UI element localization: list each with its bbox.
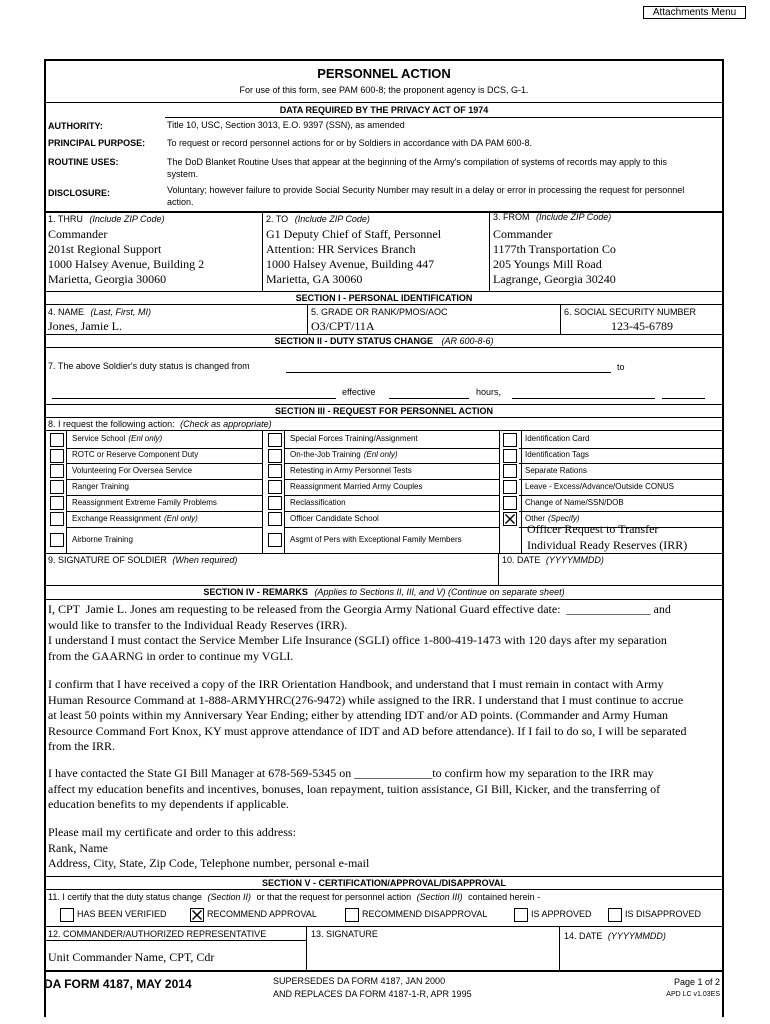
action-label-text: Identification Card (525, 434, 590, 443)
purpose-text: To request or record personnel actions for or by Soldiers in accordance with DA PAM 600-8. (167, 138, 533, 148)
status-to-blank[interactable] (52, 398, 336, 399)
disclosure-text: Voluntary; however failure to provide Social Security Number may result in a delay or error in processing the request for personnel action. (167, 185, 685, 207)
routine-label: ROUTINE USES: (48, 157, 119, 167)
action-label-text: Identification Tags (525, 450, 589, 459)
attachments-menu-label: Attachments Menu (652, 7, 737, 18)
line11-e: contained herein - (468, 892, 541, 902)
date10-field[interactable] (502, 566, 720, 584)
action-label-hint: (Enl only) (128, 434, 163, 443)
date10-hint: (YYYYMMDD) (545, 555, 604, 565)
date14-hint: (YYYYMMDD) (607, 931, 666, 941)
action-label-hint: (Specify) (548, 514, 580, 523)
action-label-text: Airborne Training (72, 535, 133, 544)
from-line: Lagrange, Georgia 30240 (493, 272, 616, 286)
rule (44, 404, 724, 405)
version-tag: APD LC v1.03ES (666, 991, 720, 998)
thru-label: 1. THRU (48, 214, 83, 224)
effective-word: effective (342, 387, 376, 397)
rule (44, 211, 724, 213)
action-label (290, 535, 495, 544)
rule (44, 304, 724, 305)
action-label-text: Reclassification (290, 498, 346, 507)
hours-blank-a[interactable] (512, 398, 655, 399)
from-line: 1177th Transportation Co (493, 242, 616, 256)
from-label: 3. FROM (493, 212, 530, 222)
line11-c: or that the request for personnel action (256, 892, 412, 902)
from-address (493, 227, 616, 287)
rule (44, 599, 724, 600)
option-label: IS DISAPPROVED (625, 909, 702, 919)
checkbox-identification-card[interactable] (503, 433, 517, 447)
action-label-text: ROTC or Reserve Component Duty (72, 450, 199, 459)
rule (499, 430, 500, 553)
section4-heading: SECTION IV - REMARKS (203, 587, 308, 597)
form-title: PERSONNEL ACTION (317, 66, 451, 81)
commander-field[interactable]: Unit Commander Name, CPT, Cdr (48, 950, 215, 964)
rule (284, 463, 499, 464)
rule (66, 495, 262, 496)
checkbox-is-approved[interactable] (514, 908, 528, 922)
action-label-text: Asgmt of Pers with Exceptional Family Members (290, 535, 462, 544)
date10-label: 10. DATE (502, 555, 541, 565)
action-label-text: Special Forces Training/Assignment (290, 434, 418, 443)
rule (66, 511, 262, 512)
name-label: 4. NAME (48, 307, 85, 317)
checkbox-other[interactable] (503, 512, 517, 526)
thru-label-row (48, 214, 165, 224)
soldier-sig-hint: (When required) (172, 555, 238, 565)
to-address (266, 227, 441, 287)
rule (519, 495, 724, 496)
rule (44, 334, 724, 335)
date14-field[interactable] (564, 944, 720, 968)
action-label (525, 498, 720, 507)
authority-label: AUTHORITY: (48, 121, 103, 131)
rule (44, 417, 724, 418)
to-line: Attention: HR Services Branch (266, 242, 416, 256)
form-id: DA FORM 4187, MAY 2014 (44, 977, 192, 991)
section1-heading: SECTION I - PERSONAL IDENTIFICATION (295, 293, 473, 303)
status-from-blank[interactable] (286, 372, 611, 373)
line11-b: (Section II) (207, 892, 251, 902)
privacy-heading: DATA REQUIRED BY THE PRIVACY ACT OF 1974 (279, 105, 489, 115)
ssn-label: 6. SOCIAL SECURITY NUMBER (564, 307, 697, 317)
section2-heading-row (44, 336, 724, 346)
grade-label: 5. GRADE OR RANK/PMOS/AOC (311, 307, 448, 317)
rule (559, 926, 560, 970)
section2-heading: SECTION II - DUTY STATUS CHANGE (274, 336, 433, 346)
section4-hint: (Applies to Sections II, III, and V) (Continue on separate sheet) (314, 587, 565, 597)
other-specify-line[interactable]: Individual Ready Reserves (IRR) (527, 538, 688, 552)
soldier-sig-row (48, 555, 237, 565)
checkbox-exchange-reassignment[interactable] (50, 512, 64, 526)
checkbox-change-of-name-ssn-dob[interactable] (503, 496, 517, 510)
from-line: 205 Youngs Mill Road (493, 257, 602, 271)
checkbox-reassignment-married-army-couples[interactable] (268, 480, 282, 494)
rule (519, 479, 724, 480)
action-label-text: Other (525, 514, 546, 523)
checkbox-retesting-in-army-personnel-tests[interactable] (268, 464, 282, 478)
action-label-text: Retesting in Army Personnel Tests (290, 466, 412, 475)
action-label-text: Reassignment Extreme Family Problems (72, 498, 217, 507)
checkbox-recommend-disapproval[interactable] (345, 908, 359, 922)
effective-blank[interactable] (389, 398, 469, 399)
action-label (525, 434, 720, 443)
rule (306, 926, 307, 970)
action-label-text: On-the-Job Training (290, 450, 361, 459)
checkbox-service-school[interactable] (50, 433, 64, 447)
action-label-text: Ranger Training (72, 482, 129, 491)
supersedes-line-2: AND REPLACES DA FORM 4187-1-R, APR 1995 (273, 989, 472, 999)
rule (44, 889, 724, 890)
thru-line: Marietta, Georgia 30060 (48, 272, 167, 286)
soldier-signature-field[interactable] (48, 566, 494, 584)
thru-address (48, 227, 204, 287)
action-label (72, 535, 262, 544)
section3-heading: SECTION III - REQUEST FOR PERSONNEL ACTION (274, 406, 494, 416)
rule (519, 511, 724, 512)
commander-label: 12. COMMANDER/AUTHORIZED REPRESENTATIVE (48, 929, 267, 939)
rule (66, 448, 262, 449)
check-x-icon (504, 513, 516, 525)
action-label (525, 450, 720, 459)
action-label (290, 450, 495, 459)
rule (44, 940, 306, 941)
remarks-paragraph-3[interactable]: I have contacted the State GI Bill Manager at 678-569-5345 on _____________to confirm how my separation to the IRR may affect my education benefits and incentives, bonuses, loan repayment, tuition assistance, GI Bill, Kicker, and the transferring of education benefits to my dependents if applicable. (48, 766, 661, 811)
action-label-text: Separate Rations (525, 466, 587, 475)
section4-heading-row (44, 587, 724, 597)
checkbox-has-been-verified[interactable] (60, 908, 74, 922)
action-label-text: Leave - Excess/Advance/Outside CONUS (525, 482, 674, 491)
action-label (290, 514, 495, 523)
rule (307, 304, 308, 334)
line11-row (48, 892, 540, 902)
action-label (72, 434, 262, 443)
checkbox-asgmt-of-pers-with-exceptional-family-members[interactable] (268, 533, 282, 547)
to-line: 1000 Halsey Avenue, Building 447 (266, 257, 435, 271)
action-label-text: Officer Candidate School (290, 514, 379, 523)
rule (44, 926, 724, 927)
section2-ref: (AR 600-8-6) (441, 336, 494, 346)
line8-hint: (Check as appropriate) (180, 419, 272, 429)
option-label: RECOMMEND DISAPPROVAL (362, 909, 488, 919)
option-label: IS APPROVED (531, 909, 592, 919)
soldier-sig-label: 9. SIGNATURE OF SOLDIER (48, 555, 167, 565)
checkbox-volunteering-for-oversea-service[interactable] (50, 464, 64, 478)
action-label-text: Volunteering For Oversea Service (72, 466, 193, 475)
rule (44, 553, 724, 554)
line7-label: 7. The above Soldier's duty status is changed from (48, 361, 250, 371)
attachments-menu-button[interactable] (643, 6, 746, 19)
to-line: Marietta, GA 30060 (266, 272, 363, 286)
checkbox-is-disapproved[interactable] (608, 908, 622, 922)
action-label-hint: (Enl only) (163, 514, 198, 523)
thru-line: Commander (48, 227, 108, 241)
rule (262, 212, 263, 291)
date10-row (502, 555, 604, 565)
rule (262, 430, 263, 553)
disclosure-label: DISCLOSURE: (48, 188, 111, 198)
ssn-field[interactable]: 123-45-6789 (611, 319, 673, 333)
other-specify-line[interactable]: Officer Request to Transfer (527, 522, 659, 536)
date14-label: 14. DATE (564, 931, 603, 941)
rule (519, 448, 724, 449)
rule (489, 212, 490, 291)
rule (44, 347, 724, 348)
rule (560, 304, 561, 334)
action-label (290, 482, 495, 491)
checkbox-reassignment-extreme-family-problems[interactable] (50, 496, 64, 510)
form-bottom-border (44, 970, 724, 972)
action-label (72, 482, 262, 491)
name-field[interactable]: Jones, Jamie L. (48, 319, 122, 333)
rule (44, 430, 724, 431)
authority-text: Title 10, USC, Section 3013, E.O. 9397 (SSN), as amended (167, 120, 405, 130)
rule (284, 527, 499, 528)
to-label: 2. TO (266, 214, 289, 224)
to-word: to (617, 362, 625, 372)
from-line: Commander (493, 227, 553, 241)
name-label-row (48, 307, 151, 317)
routine-text: The DoD Blanket Routine Uses that appear at the beginning of the Army's compilation of systems of records may apply to this system. (167, 157, 667, 179)
thru-line: 201st Regional Support (48, 242, 162, 256)
checkbox-special-forces-training-assignment[interactable] (268, 433, 282, 447)
action-label-text: Service School (72, 434, 126, 443)
date14-row (564, 931, 666, 941)
action-label (290, 434, 495, 443)
checkbox-leave-excess-advance-outside-conus[interactable] (503, 480, 517, 494)
rule (44, 102, 724, 103)
checkbox-rotc-or-reserve-component-duty[interactable] (50, 449, 64, 463)
action-label (72, 498, 262, 507)
line8-row (48, 419, 272, 429)
action-label-text: Change of Name/SSN/DOB (525, 498, 624, 507)
to-line: G1 Deputy Chief of Staff, Personnel (266, 227, 442, 241)
action-label (72, 450, 262, 459)
checkbox-recommend-approval[interactable] (190, 908, 204, 922)
rule (66, 479, 262, 480)
line11-a: 11. I certify that the duty status change (48, 892, 202, 902)
hours-word: hours, (476, 387, 502, 397)
rule (44, 585, 724, 586)
option-label: HAS BEEN VERIFIED (77, 909, 167, 919)
form-subtitle: For use of this form, see PAM 600-8; the proponent agency is DCS, G-1. (239, 85, 529, 95)
section5-heading: SECTION V - CERTIFICATION/APPROVAL/DISAPPROVAL (261, 878, 506, 888)
purpose-label: PRINCIPAL PURPOSE: (48, 138, 146, 148)
remarks-paragraph-1[interactable]: I, CPT Jamie L. Jones am requesting to be released from the Georgia Army National Guard effective date: ______________ and would like to transfer to the Individual Ready Reserves (IRR). I understand I must contact the Service Member Life Insurance (SGLI) office 1-800-419-1473 with 120 days after my separation from the GAARNG in order to continue my VGLI. (48, 602, 671, 663)
from-hint: (Include ZIP Code) (536, 212, 612, 222)
checkbox-airborne-training[interactable] (50, 533, 64, 547)
checkbox-reclassification[interactable] (268, 496, 282, 510)
action-label (72, 514, 262, 523)
rule (284, 511, 499, 512)
action-label (72, 466, 262, 475)
signature13-field[interactable] (311, 942, 555, 968)
name-hint: (Last, First, MI) (90, 307, 152, 317)
remarks-paragraph-2[interactable]: I confirm that I have received a copy of the IRR Orientation Handbook, and understand that I must remain in contact with Army Human Resource Command at 1-888-ARMYHRC(276-9472) while assigned to the IRR. I understand that I must continue to accrue at least 50 points within my Anniversary Year Ending; either by attending IDT and/or AD points. (Commander and Army Human Resource Command Fort Knox, KY must approve attendance of IDT and AD before attendance). If I fail to do so, I will be separated from the IRR. (48, 677, 687, 753)
action-label-hint: (Enl only) (363, 450, 398, 459)
rule (284, 448, 499, 449)
action-label (525, 466, 720, 475)
signature13-label: 13. SIGNATURE (311, 929, 378, 939)
hours-blank-b[interactable] (662, 398, 705, 399)
thru-hint: (Include ZIP Code) (89, 214, 165, 224)
from-label-row (493, 212, 611, 222)
checkbox-on-the-job-training[interactable] (268, 449, 282, 463)
checkbox-ranger-training[interactable] (50, 480, 64, 494)
rule (284, 495, 499, 496)
line8-label: 8. I request the following action: (48, 419, 175, 429)
line11-d: (Section III) (416, 892, 463, 902)
thru-line: 1000 Halsey Avenue, Building 2 (48, 257, 205, 271)
action-label (525, 482, 720, 491)
rule (498, 553, 499, 585)
to-label-row (266, 214, 370, 224)
page-number: Page 1 of 2 (673, 977, 720, 987)
rule (519, 463, 724, 464)
supersedes-line-1: SUPERSEDES DA FORM 4187, JAN 2000 (273, 976, 446, 986)
action-label-text: Exchange Reassignment (72, 514, 161, 523)
rule (284, 479, 499, 480)
checkbox-separate-rations[interactable] (503, 464, 517, 478)
rule (44, 876, 724, 877)
rule (44, 291, 724, 292)
action-label (290, 498, 495, 507)
option-label: RECOMMEND APPROVAL (207, 909, 317, 919)
to-hint: (Include ZIP Code) (294, 214, 370, 224)
check-x-icon (191, 909, 203, 921)
remarks-paragraph-4[interactable]: Please mail my certificate and order to this address: Rank, Name Address, City, State, Zip Code, Telephone number, personal e-mail (48, 825, 370, 870)
action-label (290, 466, 495, 475)
rule (66, 527, 262, 528)
action-label-text: Reassignment Married Army Couples (290, 482, 423, 491)
grade-field[interactable]: O3/CPT/11A (311, 319, 375, 333)
rule (66, 463, 262, 464)
rule (165, 117, 724, 118)
checkbox-identification-tags[interactable] (503, 449, 517, 463)
checkbox-officer-candidate-school[interactable] (268, 512, 282, 526)
